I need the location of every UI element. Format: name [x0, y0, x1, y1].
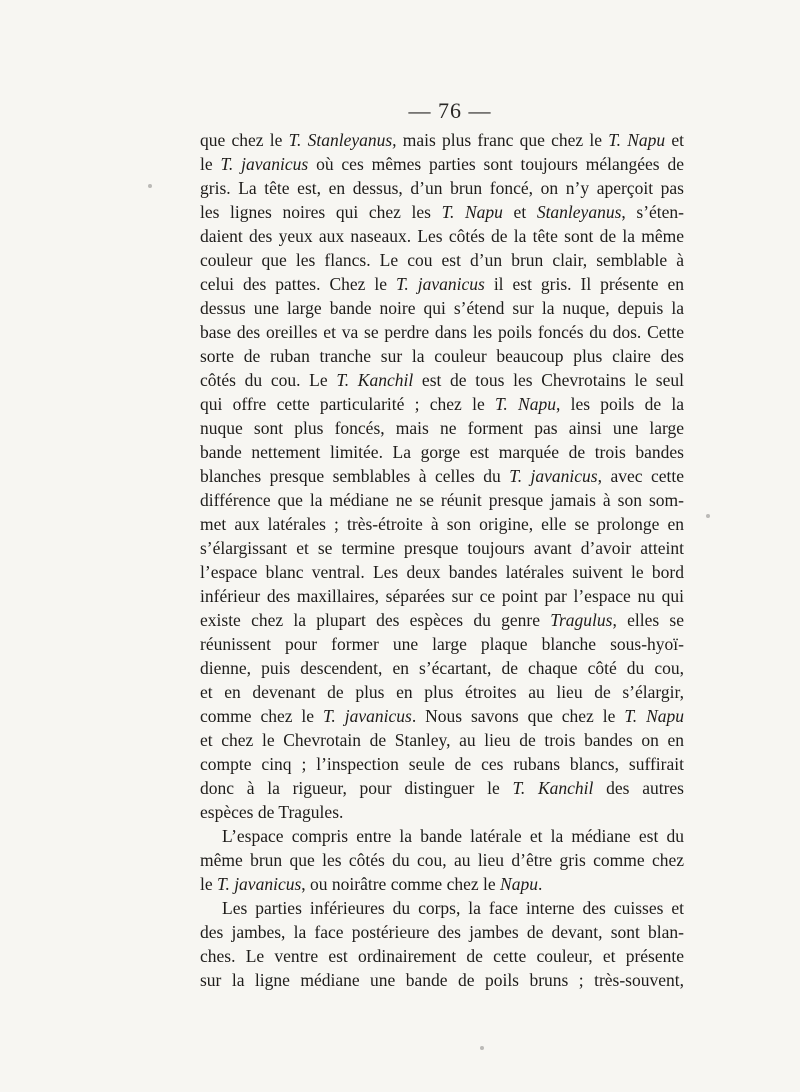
text-segment: , les poils de la	[555, 394, 685, 414]
text-segment: nuque sont plus foncés, mais ne forment pas ainsi une large	[200, 418, 684, 438]
text-segment: sorte de ruban tranche sur la couleur beaucoup plus claire des	[200, 346, 684, 366]
text-segment: les lignes noires qui chez les	[200, 202, 442, 222]
text-segment: mais plus franc que chez le	[396, 130, 609, 150]
text-line	[200, 728, 684, 752]
text-segment: et	[502, 202, 537, 222]
text-segment: comme chez le	[200, 706, 323, 726]
text-line	[200, 176, 684, 200]
text-segment: existe chez la plupart des espèces du genre	[200, 610, 551, 630]
text-segment: . Nous savons que chez le	[411, 706, 625, 726]
text-line	[200, 968, 684, 992]
text-segment: est de tous les Chevrotains le seul	[413, 370, 684, 390]
text-line	[200, 536, 684, 560]
italic-taxon: T. Napu	[494, 394, 556, 414]
text-segment: des jambes, la face postérieure des jambes de devant, sont blan-	[200, 922, 684, 942]
text-segment: sur la ligne médiane une bande de poils bruns ; très-souvent,	[200, 970, 684, 990]
text-segment: Les parties inférieures du corps, la face interne des cuisses et	[222, 898, 684, 918]
text-segment: , s’éten-	[621, 202, 684, 222]
text-line	[200, 272, 684, 296]
text-line	[200, 776, 684, 800]
text-segment: où ces mêmes parties sont toujours mélangées de	[308, 154, 684, 174]
italic-taxon: T. javanicus	[509, 466, 598, 486]
text-segment: compte cinq ; l’inspection seule de ces rubans blancs, suffirait	[200, 754, 684, 774]
body-text	[200, 128, 684, 992]
italic-taxon: T. javanicus	[323, 706, 412, 726]
text-segment: .	[537, 874, 543, 894]
italic-taxon: Tragulus	[550, 610, 613, 630]
text-segment: gris. La tête est, en dessus, d’un brun foncé, on n’y aperçoit pas	[200, 178, 684, 198]
text-line	[200, 248, 684, 272]
text-segment: le	[200, 154, 221, 174]
text-segment: côtés du cou. Le	[200, 370, 337, 390]
italic-taxon: T. Kanchil	[336, 370, 414, 390]
text-line	[200, 320, 684, 344]
text-segment: qui offre cette particularité ; chez le	[200, 394, 495, 414]
text-line	[200, 416, 684, 440]
text-line	[200, 896, 684, 920]
italic-taxon: T. Napu	[441, 202, 503, 222]
italic-taxon: T. Napu	[624, 706, 684, 726]
italic-taxon: T. javanicus	[395, 274, 485, 294]
text-segment: dessus une large bande noire qui s’étend sur la nuque, depuis la	[200, 298, 684, 318]
italic-taxon: T. Napu	[608, 130, 666, 150]
text-segment: s’élargissant et se termine presque toujours avant d’avoir atteint	[200, 538, 684, 558]
text-line	[200, 392, 684, 416]
paper-speck	[480, 1046, 484, 1050]
text-segment: l’espace blanc ventral. Les deux bandes latérales suivent le bord	[200, 562, 684, 582]
text-line	[200, 152, 684, 176]
paper-speck	[148, 184, 152, 188]
italic-taxon: T. Kanchil	[512, 778, 594, 798]
text-segment: même brun que les côtés du cou, au lieu d’être gris comme chez	[200, 850, 684, 870]
text-segment: réunissent pour former une large plaque blanche sous-hyoï-	[200, 634, 684, 654]
text-segment: donc à la rigueur, pour distinguer le	[200, 778, 513, 798]
text-segment: met aux latérales ; très-étroite à son origine, elle se prolonge en	[200, 514, 684, 534]
italic-taxon: Napu	[500, 874, 538, 894]
italic-taxon: T. javanicus	[220, 154, 309, 174]
text-line	[200, 872, 684, 896]
text-line	[200, 584, 684, 608]
text-line	[200, 800, 684, 824]
italic-taxon: T. javanicus	[217, 874, 302, 894]
text-segment: différence que la médiane ne se réunit presque jamais à son som-	[200, 490, 684, 510]
text-line	[200, 368, 684, 392]
text-line	[200, 512, 684, 536]
paper-speck	[706, 514, 710, 518]
text-segment: , avec cette	[597, 466, 684, 486]
text-line	[200, 752, 684, 776]
text-line	[200, 656, 684, 680]
text-line	[200, 344, 684, 368]
text-line	[200, 944, 684, 968]
text-line	[200, 296, 684, 320]
text-line	[200, 440, 684, 464]
text-line	[200, 200, 684, 224]
text-segment: ches. Le ventre est ordinairement de cette couleur, et présente	[200, 946, 684, 966]
text-segment: daient des yeux aux naseaux. Les côtés de la tête sont de la même	[200, 226, 684, 246]
text-segment: inférieur des maxillaires, séparées sur ce point par l’espace nu qui	[200, 586, 684, 606]
text-segment: le	[200, 874, 218, 894]
text-segment: dienne, puis descendent, en s’écartant, de chaque côté du cou,	[200, 658, 684, 678]
text-line	[200, 920, 684, 944]
text-segment: des autres	[593, 778, 684, 798]
text-segment: base des oreilles et va se perdre dans les poils foncés du dos. Cette	[200, 322, 684, 342]
text-line	[200, 488, 684, 512]
text-segment: et en devenant de plus en plus étroites au lieu de s’élargir,	[200, 682, 684, 702]
text-line	[200, 224, 684, 248]
text-line	[200, 632, 684, 656]
text-line	[200, 704, 684, 728]
text-line	[200, 680, 684, 704]
text-segment: , ou noirâtre comme chez le	[301, 874, 501, 894]
italic-taxon: Stanleyanus	[536, 202, 622, 222]
text-segment: couleur que les flancs. Le cou est d’un brun clair, semblable à	[200, 250, 684, 270]
text-line	[200, 608, 684, 632]
text-segment: espèces de Tragules.	[200, 802, 344, 822]
text-segment: blanches presque semblables à celles du	[200, 466, 510, 486]
text-segment: que chez le	[200, 130, 289, 150]
text-segment: bande nettement limitée. La gorge est marquée de trois bandes	[200, 442, 684, 462]
text-segment: et chez le Chevrotain de Stanley, au lieu de trois bandes on en	[200, 730, 684, 750]
text-segment: et	[665, 130, 684, 150]
text-segment: il est gris. Il présente en	[484, 274, 684, 294]
text-segment: L’espace compris entre la bande latérale et la médiane est du	[222, 826, 684, 846]
text-line	[200, 464, 684, 488]
text-line	[200, 560, 684, 584]
text-line	[200, 824, 684, 848]
text-line	[200, 128, 684, 152]
text-segment: celui des pattes. Chez le	[200, 274, 396, 294]
text-line	[200, 848, 684, 872]
text-segment: , elles se	[612, 610, 684, 630]
italic-taxon: T. Stanleyanus,	[288, 130, 397, 150]
page-number: — 76 —	[408, 98, 492, 123]
